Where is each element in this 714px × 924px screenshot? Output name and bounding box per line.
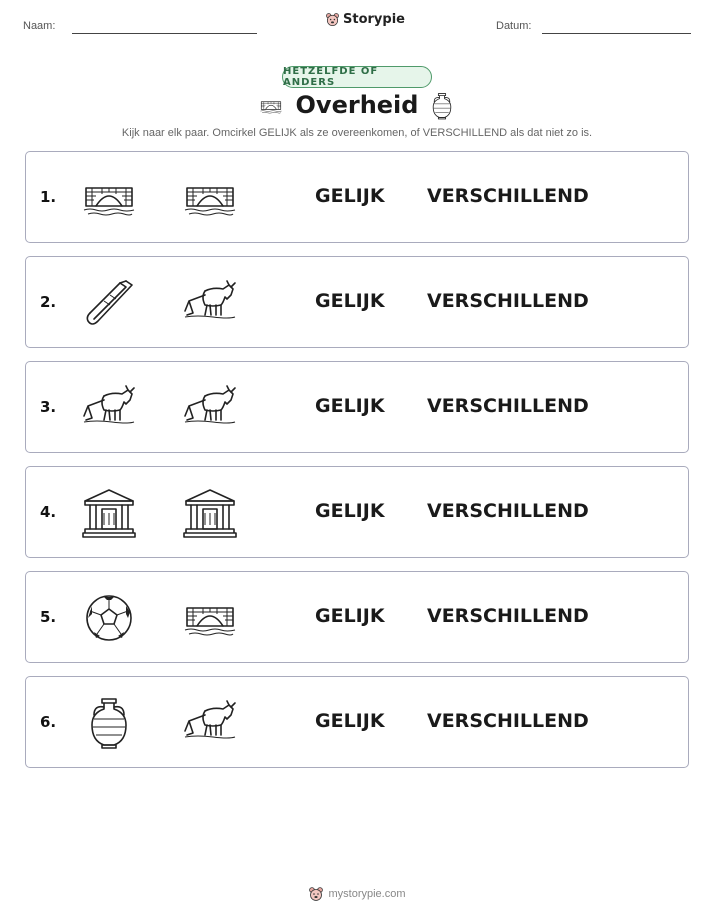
- question-row: [25, 676, 689, 768]
- instructions: Kijk naar elk paar. Omcirkel GELIJK als ze overeenkomen, of VERSCHILLEND als dat niet zo is.: [121, 127, 593, 139]
- option-same[interactable]: GELIJK: [315, 605, 385, 627]
- title-row: [0, 89, 714, 125]
- option-same[interactable]: GELIJK: [315, 395, 385, 417]
- worksheet-type-badge: HETZELFDE OF ANDERS: [282, 66, 432, 88]
- question-number: 4.: [40, 503, 57, 521]
- bridge-icon: [82, 172, 136, 224]
- question-number: 1.: [40, 188, 57, 206]
- option-same[interactable]: GELIJK: [315, 710, 385, 732]
- option-different[interactable]: VERSCHILLEND: [427, 710, 589, 732]
- question-row: [25, 466, 689, 558]
- option-different[interactable]: VERSCHILLEND: [427, 500, 589, 522]
- name-label: Naam:: [23, 20, 56, 32]
- question-row: [25, 361, 689, 453]
- sled-icon: [82, 277, 136, 329]
- question-row: [25, 256, 689, 348]
- option-same[interactable]: GELIJK: [315, 500, 385, 522]
- question-number: 6.: [40, 713, 57, 731]
- ox-plow-icon: [82, 382, 136, 434]
- date-line[interactable]: [542, 33, 691, 34]
- brand-logo: [325, 12, 405, 27]
- soccer-ball-icon: [82, 592, 136, 644]
- question-number: 2.: [40, 293, 57, 311]
- bridge-icon: [183, 172, 237, 224]
- option-same[interactable]: GELIJK: [315, 290, 385, 312]
- ox-plow-icon: [183, 382, 237, 434]
- ox-plow-icon: [183, 277, 237, 329]
- date-label: Datum:: [496, 20, 532, 32]
- bear-logo-icon: [308, 886, 324, 902]
- question-number: 3.: [40, 398, 57, 416]
- option-same[interactable]: GELIJK: [315, 185, 385, 207]
- amphora-icon: [428, 89, 456, 123]
- brand-name: Storypie: [343, 12, 405, 27]
- option-different[interactable]: VERSCHILLEND: [427, 185, 589, 207]
- question-row: [25, 151, 689, 243]
- amphora-icon: [82, 697, 136, 749]
- option-different[interactable]: VERSCHILLEND: [427, 290, 589, 312]
- temple-icon: [82, 487, 136, 539]
- footer-url[interactable]: mystorypie.com: [328, 888, 406, 900]
- name-line[interactable]: [72, 33, 257, 34]
- temple-icon: [183, 487, 237, 539]
- question-row: [25, 571, 689, 663]
- question-number: 5.: [40, 608, 57, 626]
- bridge-icon: [183, 592, 237, 644]
- ox-plow-icon: [183, 697, 237, 749]
- option-different[interactable]: VERSCHILLEND: [427, 605, 589, 627]
- bear-logo-icon: [325, 12, 340, 27]
- option-different[interactable]: VERSCHILLEND: [427, 395, 589, 417]
- page-title: Overheid: [295, 91, 419, 119]
- footer: [0, 886, 714, 902]
